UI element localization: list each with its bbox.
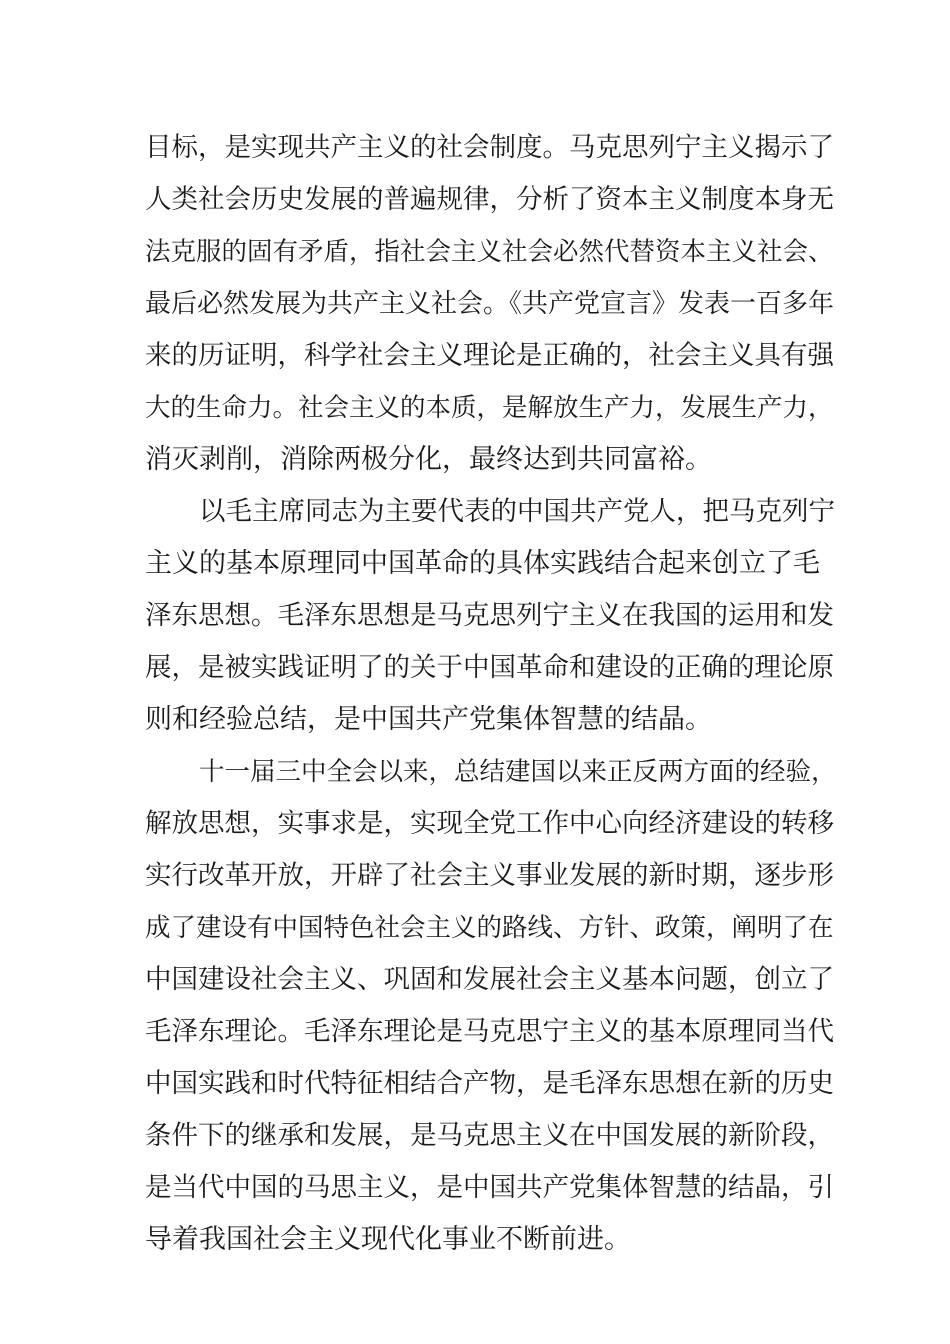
- text-line: 人类社会历史发展的普遍规律，分析了资本主义制度本身无: [145, 184, 834, 215]
- text-line: 大的生命力。社会主义的本质，是解放生产力，发展生产力，: [145, 393, 834, 423]
- text-line: 中国建设社会主义、巩固和发展社会主义基本问题，创立了: [145, 964, 834, 995]
- text-line: 成了建设有中国特色社会主义的路线、方针、政策，阐明了在: [145, 913, 834, 943]
- text-line: 目标，是实现共产主义的社会制度。马克思列宁主义揭示了: [145, 132, 834, 163]
- paragraph-2: [145, 486, 835, 746]
- text-line: 展，是被实践证明了的关于中国革命和建设的正确的理论原: [145, 652, 834, 683]
- text-line: 毛泽东理论。毛泽东理论是马克思宁主义的基本原理同当代: [145, 1016, 834, 1047]
- document-body: [145, 122, 835, 1266]
- text-line: 泽东思想。毛泽东思想是马克思列宁主义在我国的运用和发: [145, 600, 834, 631]
- text-line: 来的历证明，科学社会主义理论是正确的，社会主义具有强: [145, 340, 834, 371]
- text-line: 解放思想，实事求是，实现全党工作中心向经济建设的转移: [145, 808, 834, 839]
- text-line: 消灭剥削，消除两极分化，最终达到共同富裕。: [145, 444, 712, 475]
- paragraph-1: [145, 122, 835, 486]
- text-line: 法克服的固有矛盾，指社会主义社会必然代替资本主义社会、: [145, 237, 834, 267]
- text-line: 实行改革开放，开辟了社会主义事业发展的新时期，逐步形: [145, 860, 834, 891]
- text-line: 导着我国社会主义现代化事业不断前进。: [145, 1224, 631, 1255]
- text-line: 则和经验总结，是中国共产党集体智慧的结晶。: [145, 704, 712, 735]
- text-line: 以毛主席同志为主要代表的中国共产党人，把马克列宁: [199, 496, 835, 527]
- text-line: 十一届三中全会以来，总结建国以来正反两方面的经验，: [199, 757, 837, 787]
- text-line: 条件下的继承和发展，是马克思主义在中国发展的新阶段，: [145, 1120, 834, 1151]
- text-line: 主义的基本原理同中国革命的具体实践结合起来创立了毛: [145, 548, 820, 579]
- text-line: 是当代中国的马思主义，是中国共产党集体智慧的结晶，引: [145, 1172, 834, 1203]
- text-line: 最后必然发展为共产主义社会。《共产党宣言》发表一百多年: [145, 289, 835, 319]
- paragraph-3: [145, 746, 835, 1266]
- text-line: 中国实践和时代特征相结合产物，是毛泽东思想在新的历史: [145, 1068, 834, 1099]
